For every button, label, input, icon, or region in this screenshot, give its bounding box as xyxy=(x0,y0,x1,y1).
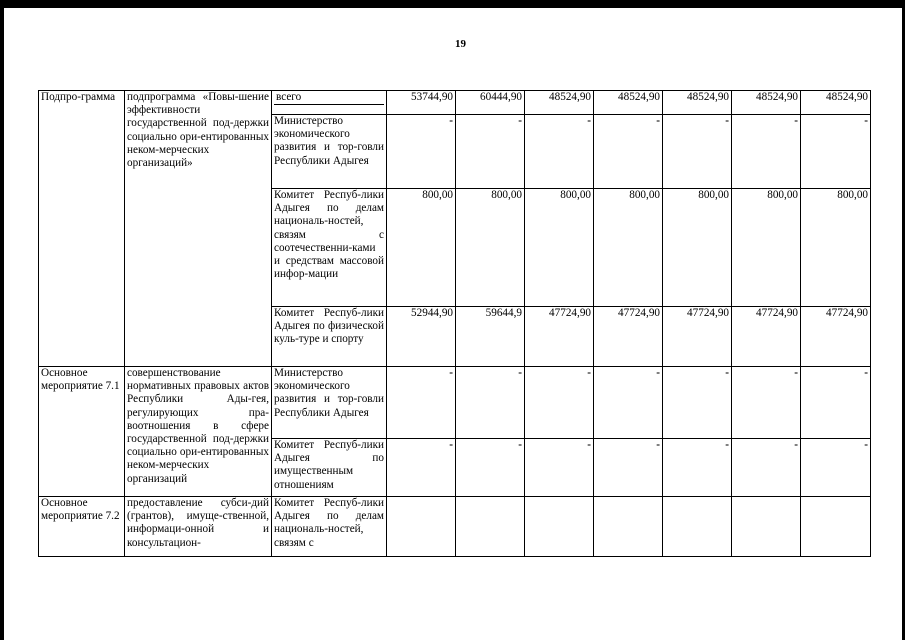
value-cell: - xyxy=(594,115,663,189)
value-cell: 48524,90 xyxy=(525,91,594,115)
value-cell: 60444,90 xyxy=(456,91,525,115)
row-type-cell: Основное мероприятие 7.1 xyxy=(39,367,125,497)
value-cell: 59644,9 xyxy=(456,307,525,367)
value-cell xyxy=(663,497,732,557)
value-cell xyxy=(732,497,801,557)
value-cell: - xyxy=(663,439,732,497)
row-description-cell: подпрограмма «Повы-шение эффективности государственной под-держки социально ори-ентированных неком-мерческих организаций» xyxy=(125,91,272,367)
executor-name: Министерство экономического развития и тор-говли Республики Адыгея xyxy=(272,115,387,189)
value-cell: 47724,90 xyxy=(594,307,663,367)
value-cell: 800,00 xyxy=(387,189,456,307)
value-cell: - xyxy=(801,367,871,439)
value-cell: - xyxy=(801,115,871,189)
executor-name: всего xyxy=(274,91,384,105)
value-cell: - xyxy=(525,439,594,497)
table-row xyxy=(39,91,871,115)
value-cell xyxy=(801,497,871,557)
value-cell xyxy=(456,497,525,557)
table-row xyxy=(39,497,871,557)
scan-border-left xyxy=(0,0,4,640)
executor-name: Комитет Респуб-лики Адыгея по делам националь-ностей, связям с xyxy=(272,497,387,557)
value-cell: - xyxy=(456,115,525,189)
value-cell: 800,00 xyxy=(525,189,594,307)
value-cell: 48524,90 xyxy=(732,91,801,115)
value-cell: 47724,90 xyxy=(663,307,732,367)
value-cell: - xyxy=(663,367,732,439)
value-cell: - xyxy=(525,367,594,439)
executor-name: Комитет Респуб-лики Адыгея по имущественным отношениям xyxy=(272,439,387,497)
table-row xyxy=(39,367,871,439)
value-cell: 47724,90 xyxy=(801,307,871,367)
value-cell: - xyxy=(456,367,525,439)
executor-name: Комитет Респуб-лики Адыгея по делам националь-ностей, связям с соотечественни-ками и средствам массовой инфор-мации xyxy=(272,189,387,307)
value-cell: 52944,90 xyxy=(387,307,456,367)
value-cell: 48524,90 xyxy=(663,91,732,115)
value-cell: - xyxy=(387,439,456,497)
value-cell: 800,00 xyxy=(663,189,732,307)
value-cell: 800,00 xyxy=(732,189,801,307)
value-cell: 800,00 xyxy=(456,189,525,307)
scan-border-top xyxy=(0,0,905,8)
value-cell: 48524,90 xyxy=(801,91,871,115)
value-cell xyxy=(387,497,456,557)
row-description-cell: совершенствование нормативных правовых актов Республики Ады-гея, регулирующих пра-воотношения в сфере государственной под-держки социально ори-ентированных неком-мерческих организаций xyxy=(125,367,272,497)
value-cell: - xyxy=(663,115,732,189)
page-number: 19 xyxy=(455,38,466,50)
value-cell: - xyxy=(732,367,801,439)
value-cell xyxy=(594,497,663,557)
value-cell: 47724,90 xyxy=(525,307,594,367)
budget-table xyxy=(38,90,871,557)
value-cell xyxy=(525,497,594,557)
value-cell: - xyxy=(594,439,663,497)
value-cell: 800,00 xyxy=(594,189,663,307)
value-cell: - xyxy=(387,115,456,189)
value-cell: 47724,90 xyxy=(732,307,801,367)
value-cell: - xyxy=(387,367,456,439)
value-cell: - xyxy=(525,115,594,189)
executor-cell xyxy=(272,91,387,115)
row-description-cell: предоставление субси-дий (грантов), имуще-ственной, информаци-онной и консультацион- xyxy=(125,497,272,557)
value-cell: - xyxy=(594,367,663,439)
value-cell: - xyxy=(732,115,801,189)
row-type-cell: Основное мероприятие 7.2 xyxy=(39,497,125,557)
executor-name: Комитет Респуб-лики Адыгея по физической куль-туре и спорту xyxy=(272,307,387,367)
value-cell: 48524,90 xyxy=(594,91,663,115)
value-cell: - xyxy=(456,439,525,497)
value-cell: - xyxy=(801,439,871,497)
executor-name: Министерство экономического развития и тор-говли Республики Адыгея xyxy=(272,367,387,439)
value-cell: 53744,90 xyxy=(387,91,456,115)
value-cell: 800,00 xyxy=(801,189,871,307)
row-type-cell: Подпро-грамма xyxy=(39,91,125,367)
value-cell: - xyxy=(732,439,801,497)
